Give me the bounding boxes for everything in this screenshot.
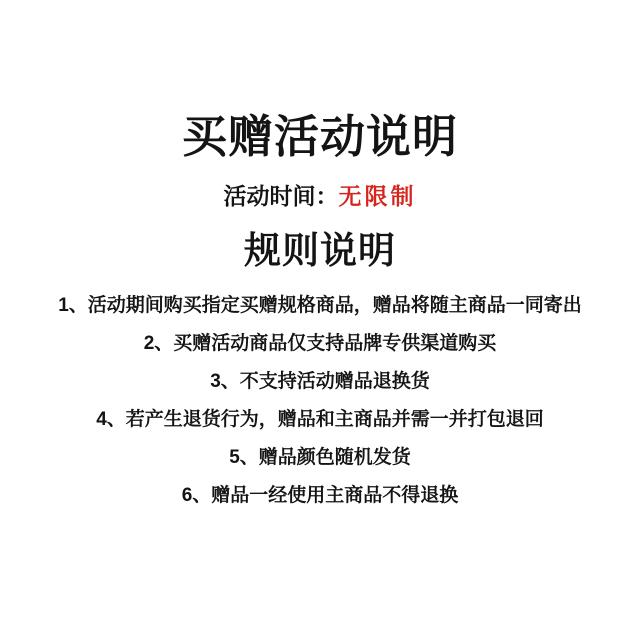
rules-list bbox=[20, 287, 620, 515]
rule-item-2: 2、买赠活动商品仅支持品牌专供渠道购买 bbox=[143, 333, 497, 354]
rule-item-5: 5、赠品颜色随机发货 bbox=[229, 447, 411, 468]
rule-item-3: 3、不支持活动赠品退换货 bbox=[210, 371, 430, 392]
rule-item-4: 4、若产生退货行为，赠品和主商品并需一并打包退回 bbox=[96, 409, 544, 430]
activity-time-value: 无限制 bbox=[338, 183, 417, 209]
rule-item-1: 1、活动期间购买指定买赠规格商品，赠品将随主商品一同寄出 bbox=[58, 295, 582, 316]
activity-time-line bbox=[224, 183, 417, 209]
page-title: 买赠活动说明 bbox=[181, 111, 458, 162]
rule-item-6: 6、赠品一经使用主商品不得退换 bbox=[181, 485, 459, 506]
activity-time-label: 活动时间： bbox=[223, 183, 339, 209]
rules-heading: 规则说明 bbox=[244, 230, 396, 271]
